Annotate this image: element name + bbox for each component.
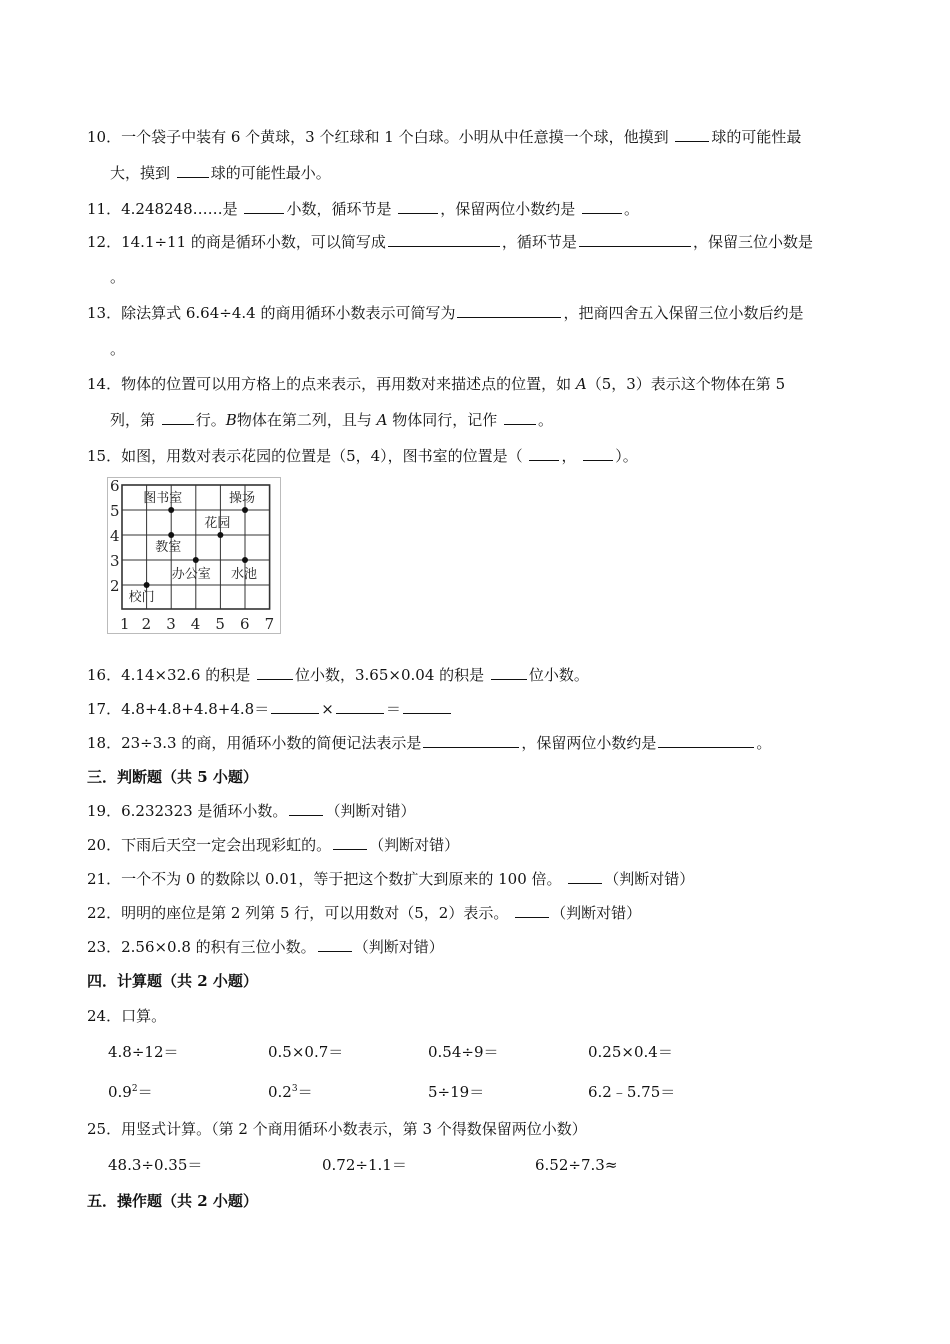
vertical-calc-item: 48.3÷0.35＝ — [108, 1156, 203, 1174]
question-20: 20．下雨后天空一定会出现彩虹的。 （判断对错） — [87, 836, 460, 854]
place-dot — [217, 532, 223, 538]
place-dot — [168, 507, 174, 513]
x-tick-label: 7 — [264, 615, 275, 633]
vertical-calc-item: 6.52÷7.3≈ — [535, 1156, 618, 1174]
answer-blank[interactable] — [388, 232, 500, 247]
answer-blank[interactable] — [658, 733, 754, 748]
section-3-heading: 三．判断题（共 5 小题） — [87, 768, 258, 786]
answer-blank[interactable] — [529, 446, 559, 461]
question-25: 25．用竖式计算。（第 2 个商用循环小数表示，第 3 个得数保留两位小数） — [87, 1120, 587, 1138]
coordinate-grid-figure — [107, 477, 281, 634]
answer-blank[interactable] — [583, 446, 613, 461]
question-11: 11．4.248248……是 小数，循环节是 ，保留两位小数约是 。 — [87, 200, 640, 218]
section-5-heading: 五．操作题（共 2 小题） — [87, 1192, 258, 1210]
place-label: 校门 — [128, 590, 155, 605]
oral-calc-item: 0.25×0.4＝ — [588, 1043, 673, 1061]
place-label: 水池 — [231, 567, 258, 582]
answer-blank[interactable] — [398, 199, 438, 214]
question-14: 14．物体的位置可以用方格上的点来表示，再用数对来描述点的位置，如 A（5，3）表示这个物体在第 5 — [87, 375, 786, 393]
question-13-cont: 。 — [110, 340, 126, 358]
place-dot — [242, 507, 248, 513]
answer-blank[interactable] — [271, 699, 319, 714]
oral-calc-item: $0.9^2=$ — [108, 1083, 153, 1101]
question-13: 13．除法算式 6.64÷4.4 的商用循环小数表示可简写为 ，把商四舍五入保留三位小数后约是 — [87, 304, 804, 322]
place-label: 教室 — [155, 540, 182, 555]
answer-blank[interactable] — [318, 937, 352, 952]
answer-blank[interactable] — [162, 410, 194, 425]
answer-blank[interactable] — [289, 801, 323, 816]
place-label: 操场 — [229, 491, 256, 506]
answer-blank[interactable] — [257, 665, 293, 680]
answer-blank[interactable] — [423, 733, 519, 748]
question-15: 15．如图，用数对表示花园的位置是（5，4），图书室的位置是（ ， ）。 — [87, 447, 638, 465]
x-tick-label: 6 — [240, 615, 250, 633]
answer-blank[interactable] — [675, 127, 709, 142]
x-tick-label: 1 — [120, 615, 130, 633]
question-21: 21．一个不为 0 的数除以 0.01，等于把这个数扩大到原来的 100 倍。 （判断对错） — [87, 870, 695, 888]
answer-blank[interactable] — [582, 199, 622, 214]
oral-calc-item: 4.8÷12＝ — [108, 1043, 179, 1061]
question-23: 23．2.56×0.8 的积有三位小数。 （判断对错） — [87, 938, 444, 956]
question-18: 18．23÷3.3 的商，用循环小数的简便记法表示是 ，保留两位小数约是 。 — [87, 734, 772, 752]
question-24: 24．口算。 — [87, 1007, 167, 1025]
answer-blank[interactable] — [333, 835, 367, 850]
x-tick-label: 5 — [215, 615, 225, 633]
oral-calc-item: 0.54÷9＝ — [428, 1043, 499, 1061]
y-tick-label: 6 — [110, 477, 120, 495]
answer-blank[interactable] — [244, 199, 284, 214]
question-10-cont: 大，摸到 球的可能性最小。 — [110, 164, 331, 182]
question-12: 12．14.1÷11 的商是循环小数，可以简写成 ，循环节是 ，保留三位小数是 — [87, 233, 813, 251]
place-label: 办公室 — [171, 567, 211, 582]
question-22: 22．明明的座位是第 2 列第 5 行，可以用数对（5，2）表示。 （判断对错） — [87, 904, 642, 922]
oral-calc-item: 6.2﹣5.75＝ — [588, 1083, 676, 1101]
y-axis-labels — [110, 477, 120, 595]
y-tick-label: 2 — [110, 577, 120, 595]
answer-blank[interactable] — [568, 869, 602, 884]
answer-blank[interactable] — [515, 903, 549, 918]
question-12-cont: 。 — [110, 268, 126, 286]
x-tick-label: 4 — [190, 615, 201, 633]
oral-calc-item: $0.2^3=$ — [268, 1083, 313, 1101]
place-dot — [144, 582, 150, 588]
y-tick-label: 5 — [110, 502, 120, 520]
question-10: 10．一个袋子中装有 6 个黄球，3 个红球和 1 个白球。小明从中任意摸一个球，他摸到 球的可能性最 — [87, 128, 802, 146]
place-dot — [168, 532, 174, 538]
question-16: 16．4.14×32.6 的积是 位小数，3.65×0.04 的积是 位小数。 — [87, 666, 589, 684]
place-label: 图书室 — [143, 491, 183, 506]
vertical-calc-item: 0.72÷1.1＝ — [322, 1156, 407, 1174]
place-label: 花园 — [204, 516, 231, 531]
oral-calc-item: 0.5×0.7＝ — [268, 1043, 344, 1061]
answer-blank[interactable] — [504, 410, 536, 425]
place-dot — [242, 557, 248, 563]
oral-calc-item: 5÷19＝ — [428, 1083, 485, 1101]
answer-blank[interactable] — [177, 163, 209, 178]
y-tick-label: 4 — [110, 527, 120, 545]
answer-blank[interactable] — [457, 303, 561, 318]
answer-blank[interactable] — [336, 699, 384, 714]
question-17: 17．4.8+4.8+4.8+4.8＝ × ＝ — [87, 698, 453, 720]
y-tick-label: 3 — [110, 552, 120, 570]
section-4-heading: 四．计算题（共 2 小题） — [87, 972, 258, 990]
question-14-cont: 列，第 行。B物体在第二列，且与 A 物体同行，记作 。 — [110, 411, 554, 429]
answer-blank[interactable] — [491, 665, 527, 680]
x-tick-label: 3 — [166, 615, 176, 633]
question-19: 19．6.232323 是循环小数。 （判断对错） — [87, 802, 416, 820]
place-dot — [193, 557, 199, 563]
x-tick-label: 2 — [141, 615, 152, 633]
answer-blank[interactable] — [579, 232, 691, 247]
answer-blank[interactable] — [403, 699, 451, 714]
